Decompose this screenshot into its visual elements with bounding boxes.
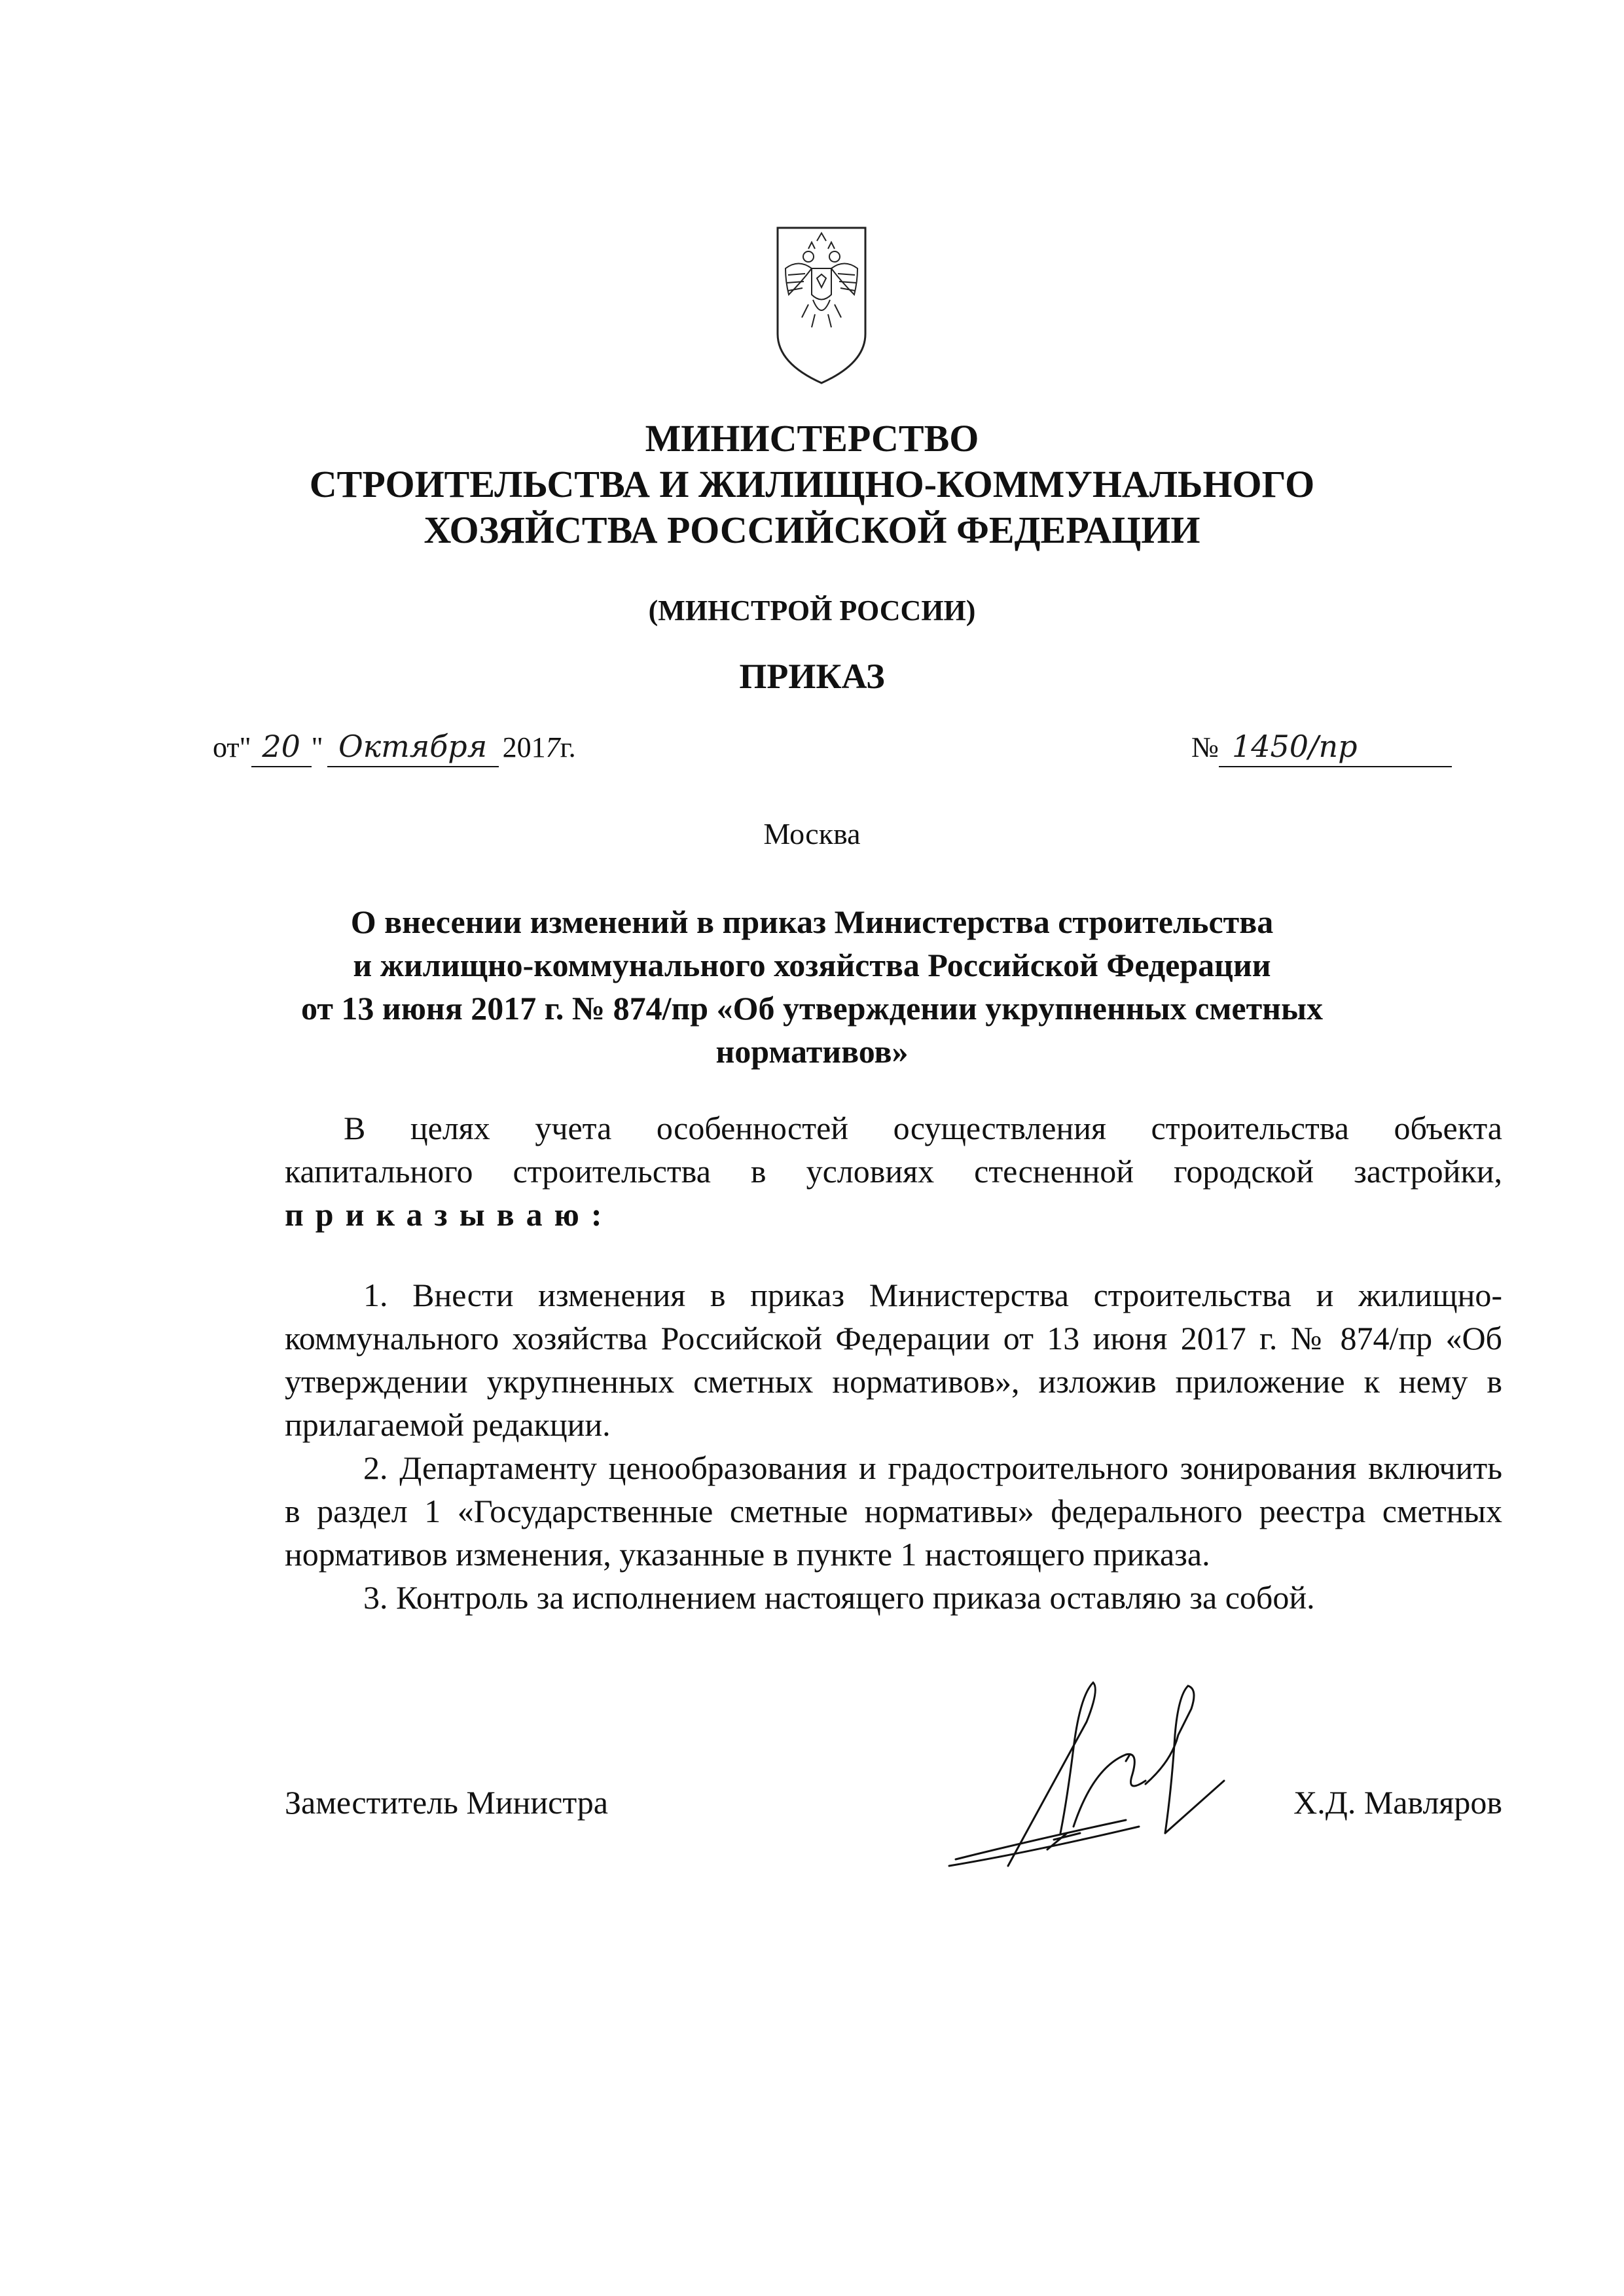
number-value: 1450/пр [1219,727,1452,767]
order-items [285,1273,1502,1619]
document-type: ПРИКАЗ [739,657,885,696]
date-month: Октября [327,727,499,767]
date-quote-close: " [311,731,323,763]
order-item: 1. Внести изменения в приказ Министерства строительства и жилищно-коммунального хозяйства Российской Федерации от 13 июня 2017 г. № 874/пр «Об утверждении укрупненных сметных нормативов», изложив приложение к нему в прилагаемой редакции. [285,1277,1502,1443]
date-year-prefix: 201 [502,731,546,763]
order-number [1191,727,1452,767]
intro-line: В целях учета особенностей осуществления строительства объекта [344,1110,1502,1146]
ministry-name [0,416,1624,553]
ministry-short-name: (МИНСТРОЙ РОССИИ) [648,594,976,627]
ministry-line: СТРОИТЕЛЬСТВА И ЖИЛИЩНО-КОММУНАЛЬНОГО [309,463,1315,505]
ministry-line: ХОЗЯЙСТВА РОССИЙСКОЙ ФЕДЕРАЦИИ [424,509,1200,551]
coat-of-arms-icon [772,223,871,386]
date-day: 20 [251,727,312,767]
signatory-position: Заместитель Министра [285,1784,608,1821]
title-line: нормативов» [715,1033,909,1070]
intro-line: капитального строительства в условиях стесненной городской застройки, [285,1153,1502,1190]
ministry-line: МИНИСТЕРСТВО [645,417,979,460]
city: Москва [763,817,861,850]
order-word: приказываю: [285,1196,614,1233]
signature-block [285,1781,1502,1840]
date-year-suffix: г. [560,731,576,763]
number-label: № [1191,731,1219,763]
title-line: и жилищно-коммунального хозяйства Российской Федерации [353,947,1271,983]
title-line: от 13 июня 2017 г. № 874/пр «Об утверждении укрупненных сметных [301,990,1323,1027]
intro-paragraph [285,1106,1502,1236]
order-date [213,727,576,767]
order-item: 3. Контроль за исполнением настоящего приказа оставляю за собой. [363,1579,1315,1616]
date-prefix: от [213,731,240,763]
handwritten-signature [929,1669,1296,1886]
date-quote-open: " [239,731,251,763]
document-title [0,900,1624,1073]
order-item: 2. Департаменту ценообразования и градостроительного зонирования включить в раздел 1 «Государственные сметные нормативы» федерального реестра сметных нормативов изменения, указанные в пункте 1 настоящего приказа. [285,1449,1502,1573]
signatory-name: Х.Д. Мавляров [1293,1784,1502,1821]
date-year-hand: 7 [545,731,560,763]
title-line: О внесении изменений в приказ Министерства строительства [350,903,1274,940]
